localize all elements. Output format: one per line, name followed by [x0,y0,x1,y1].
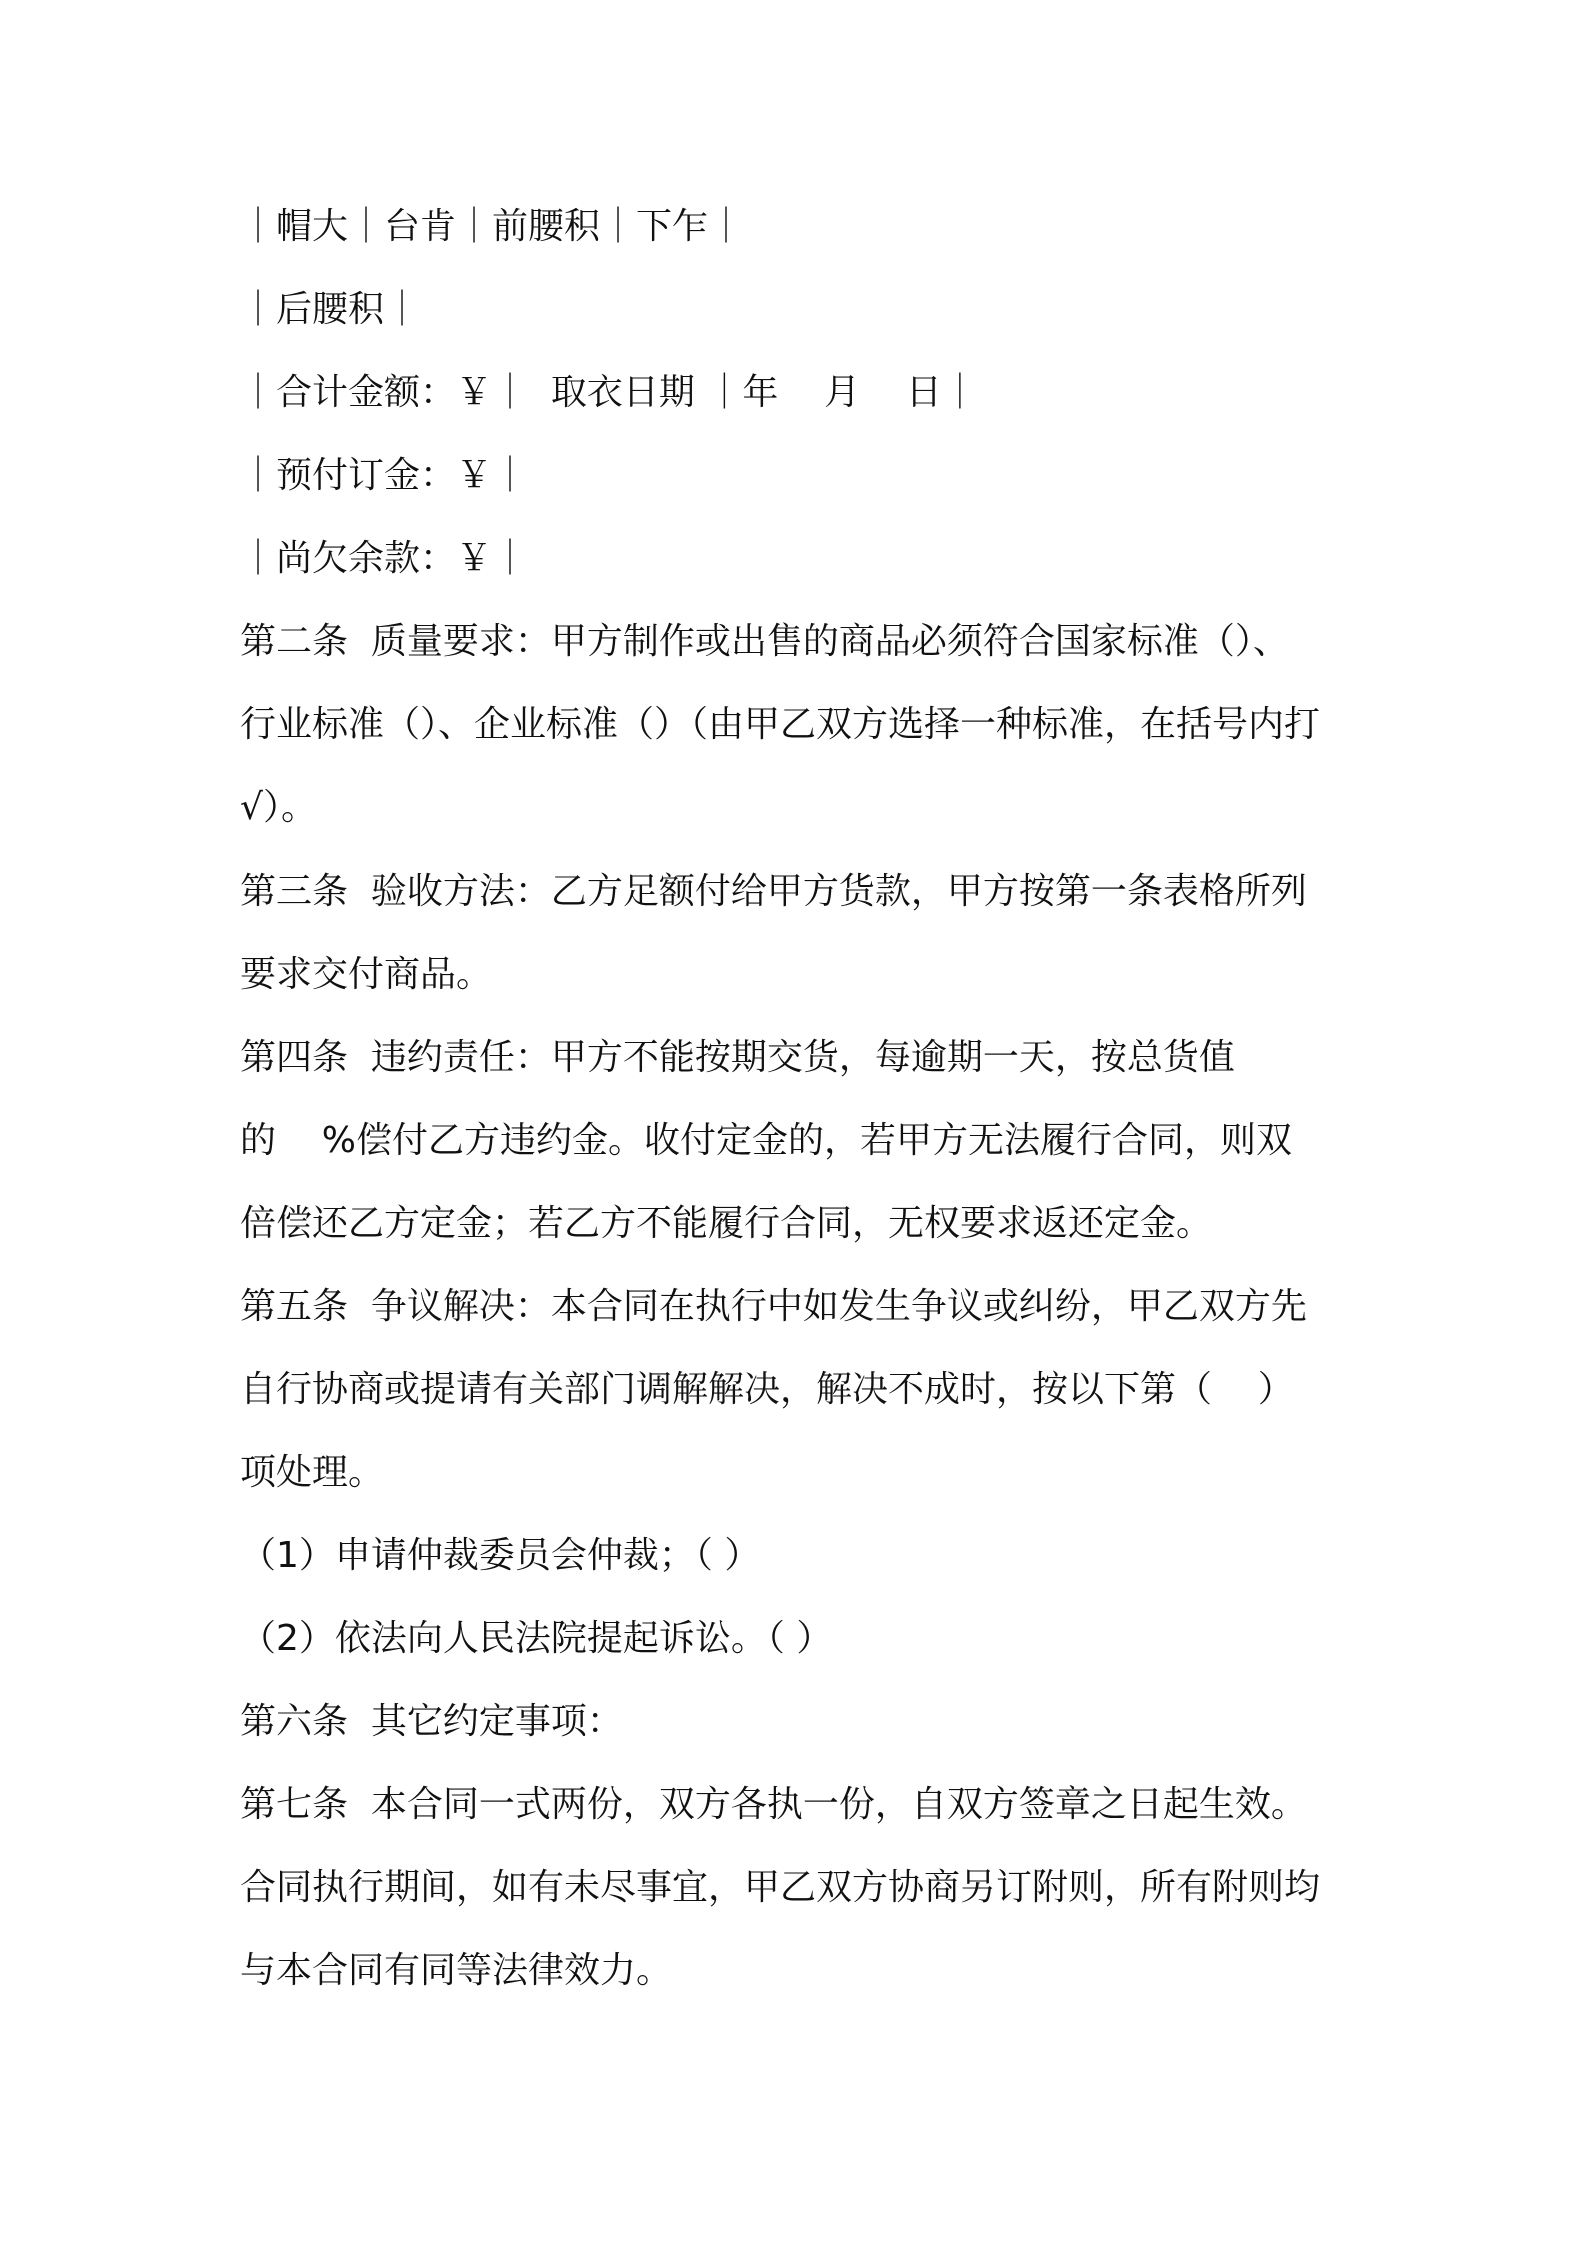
text-line: ｜合计金额：￥｜ 取衣日期 ｜年 月 日｜ [240,372,978,413]
text-line: 与本合同有同等法律效力。 [240,1950,673,1991]
text-line: ｜帽大｜台肯｜前腰积｜下乍｜ [240,206,745,247]
text-line: 行业标准（）、企业标准（）（由甲乙双方选择一种标准，在括号内打 [240,704,1321,745]
text-line: 倍偿还乙方定金；若乙方不能履行合同，无权要求返还定金。 [240,1203,1213,1244]
article-2-line: 第二条 质量要求：甲方制作或出售的商品必须符合国家标准（）、 [240,621,1289,662]
text-line: 自行协商或提请有关部门调解解决，解决不成时，按以下第（ ） [240,1369,1294,1410]
article-4-line: 第四条 违约责任：甲方不能按期交货，每逾期一天，按总货值 [240,1037,1235,1078]
text-line: ｜后腰积｜ [240,289,421,330]
article-3-line: 第三条 验收方法：乙方足额付给甲方货款，甲方按第一条表格所列 [240,871,1307,912]
article-7-line: 第七条 本合同一式两份，双方各执一份，自双方签章之日起生效。 [240,1784,1307,1825]
article-6-line: 第六条 其它约定事项： [240,1701,623,1742]
text-line: 合同执行期间，如有未尽事宜，甲乙双方协商另订附则，所有附则均 [240,1867,1321,1908]
text-line: 项处理。 [240,1452,385,1493]
text-line: √）。 [240,787,317,828]
text-line: 的 %偿付乙方违约金。收付定金的，若甲方无法履行合同，则双 [240,1120,1292,1161]
option-line: （2）依法向人民法院提起诉讼。（ ） [240,1618,833,1659]
option-line: （1）申请仲裁委员会仲裁；（ ） [240,1535,761,1576]
text-line: ｜预付订金：￥｜ [240,455,529,496]
article-5-line: 第五条 争议解决：本合同在执行中如发生争议或纠纷，甲乙双方先 [240,1286,1307,1327]
text-line: ｜尚欠余款：￥｜ [240,538,529,579]
text-line: 要求交付商品。 [240,954,493,995]
